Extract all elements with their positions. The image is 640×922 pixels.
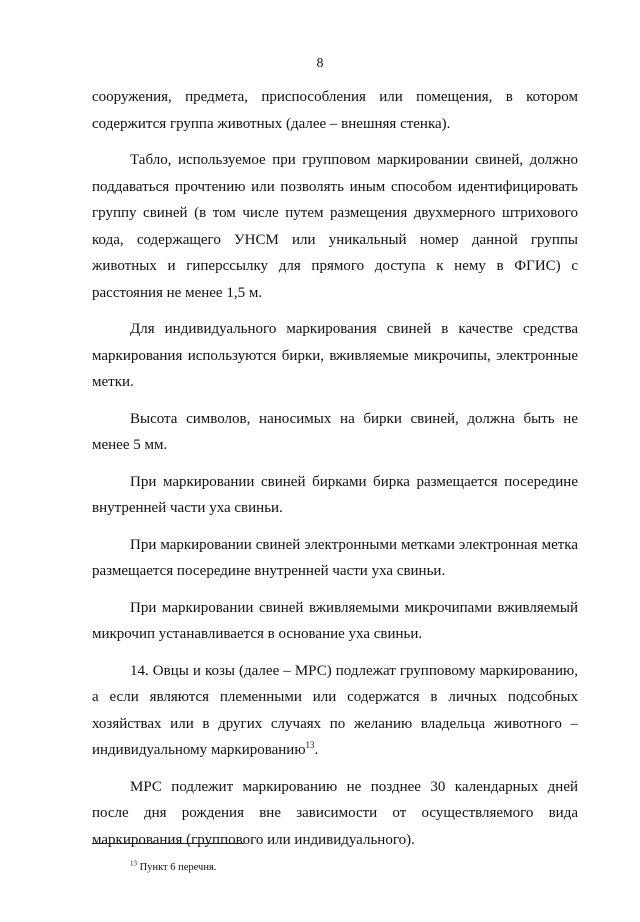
paragraph-9: МРС подлежит маркированию не позднее 30 календарных дней после дня рождения вне зависимости от осуществляемого вида маркирования (группового или индивидуального). bbox=[92, 778, 578, 848]
paragraph-1: сооружения, предмета, приспособления или помещения, в котором содержится группа животных (далее – внешняя стенка). bbox=[92, 89, 578, 132]
paragraph-8-period: . bbox=[314, 742, 319, 758]
paragraph-3: Для индивидуального маркирования свиней в качестве средства маркирования используются бирки, вживляемые микрочипы, электронные метки. bbox=[92, 321, 578, 390]
paragraph-4: Высота символов, наносимых на бирки свиней, должна быть не менее 5 мм. bbox=[92, 410, 578, 453]
footnote-separator bbox=[92, 843, 244, 844]
paragraph-8-text: 14. Овцы и козы (далее – МРС) подлежат групповому маркированию, а если являются племенными или содержатся в личных подсобных хозяйствах или в других случаях по желанию владельца животного – индивидуальному маркированию bbox=[92, 662, 578, 758]
paragraph-7: При маркировании свиней вживляемыми микрочипами вживляемый микрочип устанавливается в основание уха свиньи. bbox=[92, 599, 578, 642]
footnote-text: Пункт 6 перечня. bbox=[137, 862, 217, 873]
page-number: 8 bbox=[316, 56, 324, 71]
footnote-marker: 13 bbox=[130, 859, 137, 868]
footnote-reference: 13 bbox=[305, 740, 315, 750]
paragraph-8 bbox=[92, 658, 578, 764]
paragraph-6: При маркировании свиней электронными метками электронная метка размещается посередине внутренней части уха свиньи. bbox=[92, 536, 578, 579]
document-body bbox=[92, 84, 578, 863]
footnote bbox=[130, 861, 216, 875]
paragraph-5: При маркировании свиней бирками бирка размещается посередине внутренней части уха свиньи. bbox=[92, 473, 578, 516]
paragraph-2: Табло, используемое при групповом маркировании свиней, должно поддаваться прочтению или позволять иным способом идентифицировать группу свиней (в том числе путем размещения двухмерного штрихового кода, содержащего УНСМ или уникальный номер данной группы животных и гиперссылку для прямого доступа к нему в ФГИС) с расстояния не менее 1,5 м. bbox=[92, 152, 578, 301]
